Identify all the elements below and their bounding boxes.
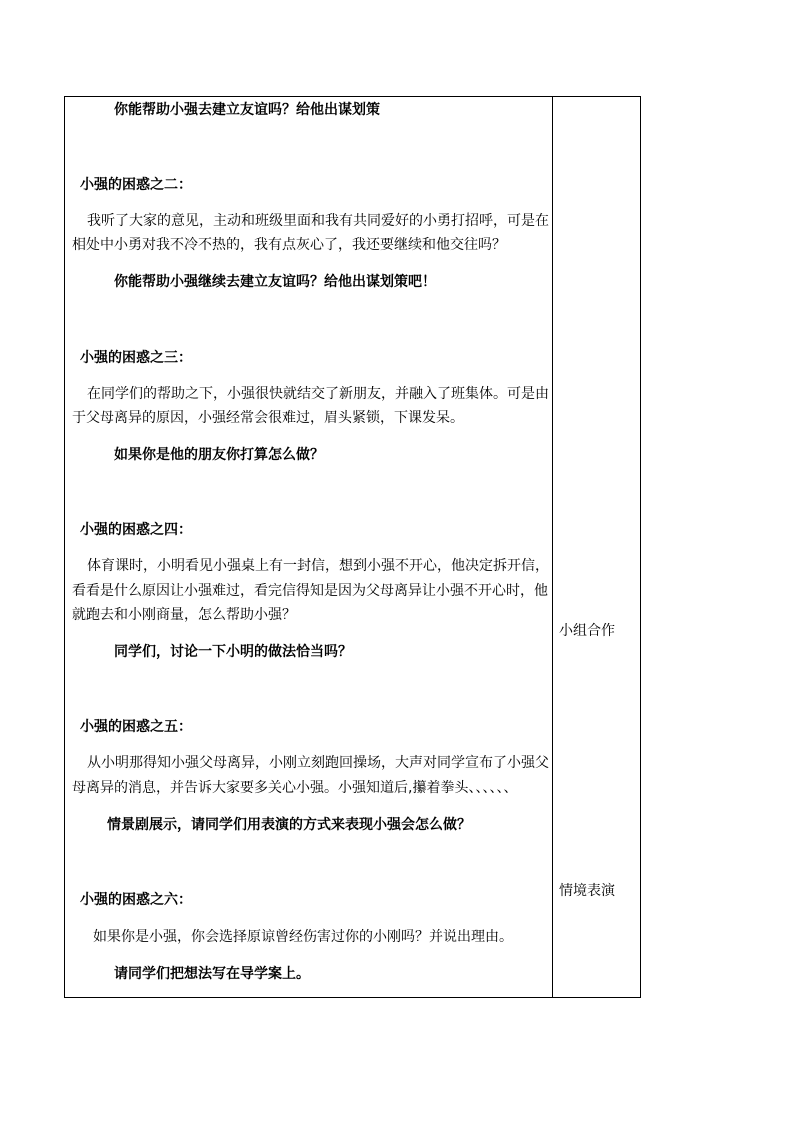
question-6: 请同学们把想法写在导学案上。 [114,966,310,982]
confusion-5-title: 小强的困惑之五： [80,719,192,735]
lesson-table [64,96,641,998]
confusion-2-line-2: 相处中小勇对我不冷不热的，我有点灰心了，我还要继续和他交往吗？ [72,237,506,253]
confusion-4-title: 小强的困惑之四： [80,522,192,538]
side-note-role-play: 情境表演 [559,883,615,899]
confusion-5-line-2: 母离异的消息，并告诉大家要多关心小强。小强知道后,攥着拳头、、、、、、 [72,780,518,796]
question-5: 情景剧展示，请同学们用表演的方式来表现小强会怎么做？ [107,817,471,833]
question-4: 同学们，讨论一下小明的做法恰当吗？ [114,644,352,660]
confusion-3-title: 小强的困惑之三： [80,350,192,366]
question-2: 你能帮助小强继续去建立友谊吗？给他出谋划策吧！ [114,274,436,290]
confusion-5-line-1: 从小明那得知小强父母离异，小刚立刻跑回操场，大声对同学宣布了小强父 [87,755,549,771]
side-note-group-cooperation: 小组合作 [559,623,615,639]
confusion-3-line-1: 在同学们的帮助之下，小强很快就结交了新朋友，并融入了班集体。可是由 [87,386,549,402]
confusion-4-line-2: 看看是什么原因让小强难过，看完信得知是因为父母离异让小强不开心时，他 [72,583,548,599]
confusion-6-line-1: 如果你是小强，你会选择原谅曾经伤害过你的小刚吗？并说出理由。 [93,929,513,945]
confusion-4-line-3: 就跑去和小刚商量，怎么帮助小强？ [72,607,296,623]
confusion-6-title: 小强的困惑之六： [80,892,192,908]
question-3: 如果你是他的朋友你打算怎么做？ [114,447,324,463]
confusion-2-line-1: 我听了大家的意见，主动和班级里面和我有共同爱好的小勇打招呼，可是在 [87,213,549,229]
confusion-4-line-1: 体育课时，小明看见小强桌上有一封信，想到小强不开心，他决定拆开信， [87,558,549,574]
confusion-3-line-2: 于父母离异的原因，小强经常会很难过，眉头紧锁，下课发呆。 [72,410,464,426]
confusion-2-title: 小强的困惑之二： [80,177,192,193]
question-1: 你能帮助小强去建立友谊吗？给他出谋划策 [114,102,380,118]
column-divider [552,96,553,998]
